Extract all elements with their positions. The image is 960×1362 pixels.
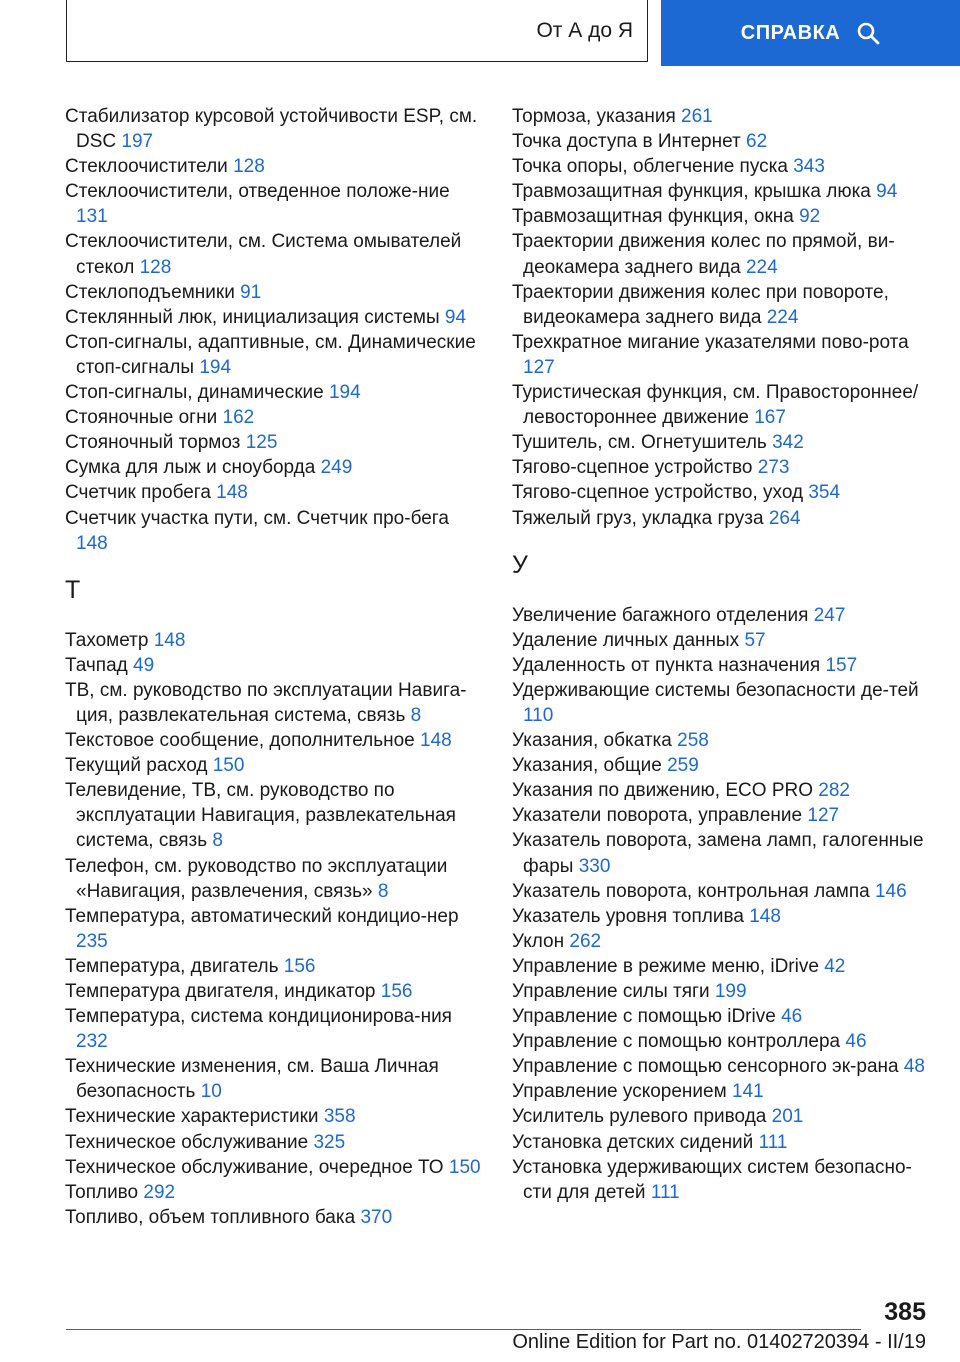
index-entry-page-link[interactable]: 224 [745,256,778,278]
index-entry-page-link[interactable]: 247 [813,604,846,626]
index-entry-text: Текущий расход [65,755,208,777]
index-entry [65,678,485,728]
index-entry-page-link[interactable]: 42 [824,955,846,977]
index-entry-page-link[interactable]: 201 [771,1106,804,1128]
index-entry [65,904,485,954]
index-entry-page-link[interactable]: 354 [808,482,841,504]
index-entry [512,229,932,279]
footer-edition: Online Edition for Part no. 01402720394 - II/19 [512,1331,926,1353]
index-entry-text: Стеклоочистители [65,156,228,178]
index-column-right [512,104,932,1205]
index-column-left [65,104,485,1230]
index-entry [512,380,932,430]
index-entry [512,179,932,204]
index-entry-text: Стояночные огни [65,407,218,429]
index-entry [512,1130,932,1155]
index-entry-page-link[interactable]: 131 [76,206,108,228]
tab-a-to-z[interactable] [66,0,648,62]
index-entry [512,904,932,929]
index-entry-text: Точка доступа в Интернет [512,131,741,153]
index-entry [512,954,932,979]
index-entry-page-link[interactable]: 46 [781,1006,803,1028]
index-entry-text: Стеклоочистители, отведенное положе-ние [65,181,450,203]
index-entry-text: Установка детских сидений [512,1131,754,1153]
index-entry-page-link[interactable]: 127 [807,805,840,827]
index-entry-page-link[interactable]: 148 [749,905,781,927]
index-entry [65,628,485,653]
index-entry-text: Указания, общие [512,755,662,777]
index-entry [512,129,932,154]
index-entry [512,480,932,505]
footer-divider [66,1329,861,1330]
index-entry-page-link[interactable]: 282 [818,780,850,802]
index-entry [65,380,485,405]
index-entry-text: Тяжелый груз, укладка груза [512,507,764,529]
index-entry [512,828,932,878]
index-entry [65,480,485,505]
index-entry-text: Увеличение багажного отделения [512,604,809,626]
index-entry-page-link[interactable]: 128 [139,256,172,278]
index-entry-page-link[interactable]: 249 [320,457,353,479]
index-entry [512,506,932,531]
search-icon [856,21,880,45]
index-entry-text: Технические изменения, см. Ваша Личная безопасность [65,1056,439,1103]
index-entry [65,778,485,853]
index-entry-text: Техническое обслуживание, очередное ТО [65,1156,444,1178]
index-entry-text: Усилитель рулевого привода [512,1106,767,1128]
index-entry [512,104,932,129]
index-entry [512,204,932,229]
index-entry-page-link[interactable]: 49 [133,654,155,676]
index-entry [512,1029,932,1054]
index-entry-page-link[interactable]: 110 [523,704,554,726]
index-entry-page-link[interactable]: 8 [212,830,223,852]
index-entry-page-link[interactable]: 94 [444,306,467,328]
index-entry-page-link[interactable]: 150 [212,755,245,777]
index-entry [65,229,485,279]
index-entry-page-link[interactable]: 342 [772,432,804,454]
index-entry-text: Тахометр [65,629,149,651]
index-entry-text: Температура двигателя, индикатор [65,981,376,1002]
index-entry-text: Топливо, объем топливного бака [65,1206,356,1228]
index-entry-text: Указания, обкатка [512,730,672,752]
index-entry-text: Траектории движения колес при повороте, видеокамера заднего вида [512,281,889,328]
index-entry-page-link[interactable]: 235 [76,930,108,952]
index-entry-page-link[interactable]: 358 [323,1106,356,1128]
index-entry-text: Тачпад [65,654,128,676]
index-entry-text: Точка опоры, облегчение пуска [512,156,788,178]
index-entry-page-link[interactable]: 46 [845,1031,867,1053]
index-entry-page-link[interactable]: 127 [523,356,555,378]
index-entry [65,1054,485,1104]
index-entry-page-link[interactable]: 199 [714,981,747,1002]
index-entry [65,1180,485,1205]
index-entry [512,430,932,455]
index-entry [512,678,932,728]
index-entry [512,628,932,653]
index-entry-text: Тягово-сцепное устройство, уход [512,482,804,504]
index-entry-page-link[interactable]: 224 [766,306,799,328]
index-entry-page-link[interactable]: 148 [420,730,452,752]
index-entry [65,653,485,678]
index-entry-page-link[interactable]: 62 [746,131,768,153]
index-entry [512,979,932,1004]
page-number: 385 [884,1298,926,1326]
index-entry [65,280,485,305]
index-entry [65,506,485,556]
index-entry [65,1130,485,1155]
index-entry-text: Управление с помощью контроллера [512,1031,841,1053]
index-entry-text: Сумка для лыж и сноуборда [65,457,316,479]
index-entry-page-link[interactable]: 370 [360,1206,393,1228]
index-entry-text: Тормоза, указания [512,106,676,127]
index-entry [512,1079,932,1104]
index-entry-text: Установка удерживающих систем безопасно-сти для детей [512,1156,912,1203]
index-entry-text: Указатель поворота, контрольная лампа [512,880,870,902]
index-entry-text: Уклон [512,930,565,952]
index-entry-page-link[interactable]: 92 [799,206,821,228]
index-entry [65,430,485,455]
index-entry [512,154,932,179]
index-entry-text: Трехкратное мигание указателями пово-рота [512,331,909,353]
index-entry-page-link[interactable]: 111 [758,1131,788,1153]
index-entry [65,979,485,1004]
index-entry-page-link[interactable]: 261 [681,106,713,127]
index-entry-page-link[interactable]: 194 [328,382,361,404]
index-entry-text: Управление ускорением [512,1081,727,1103]
tab-help-label: СПРАВКА [740,21,841,44]
index-entry [512,879,932,904]
index-entry-text: Управление с помощью сенсорного эк-рана [512,1056,899,1078]
index-entry-text: Топливо [65,1181,139,1203]
index-entry-text: Техническое обслуживание [65,1131,309,1153]
index-entry-page-link[interactable]: 148 [153,629,186,651]
index-entry [65,305,485,330]
index-entry-page-link[interactable]: 91 [240,281,262,303]
index-entry-page-link[interactable]: 125 [245,432,278,454]
index-entry-text: Стеклянный люк, инициализация системы [65,306,440,328]
index-entry-page-link[interactable]: 57 [744,629,766,651]
index-entry [512,1054,932,1079]
index-entry-text: Удаленность от пункта назначения [512,654,821,676]
index-entry [65,1104,485,1129]
index-entry [65,1205,485,1230]
index-entry-text: Стояночный тормоз [65,432,241,454]
index-entry [512,803,932,828]
index-letter-heading: У [512,550,528,579]
index-entry-text: Счетчик пробега [65,482,211,504]
index-entry-text: Стоп-сигналы, динамические [65,382,324,404]
index-entry-page-link[interactable]: 111 [650,1181,680,1203]
index-entry [512,778,932,803]
index-entry-text: Туристическая функция, см. Правостороннее/ левостороннее движение [512,382,919,429]
index-entry-text: Удаление личных данных [512,629,740,651]
index-entry [512,929,932,954]
index-entry-page-link[interactable]: 162 [222,407,255,429]
index-entry [512,1004,932,1029]
index-entry-text: Стоп-сигналы, адаптивные, см. Динамические стоп-сигналы [65,331,476,378]
index-entry-text: Указатель уровня топлива [512,905,744,927]
index-entry-text: Текстовое сообщение, дополнительное [65,730,415,752]
index-entry-text: Стеклоподъемники [65,281,235,303]
index-entry-text: Счетчик участка пути, см. Счетчик про-бега [65,507,449,529]
index-entry-page-link[interactable]: 157 [825,654,858,676]
index-entry [65,330,485,380]
index-entry-page-link[interactable]: 343 [793,156,825,178]
index-entry [512,280,932,330]
index-entry-page-link[interactable]: 264 [768,507,801,529]
index-entry-page-link[interactable]: 156 [380,981,413,1002]
index-entry-text: ТВ, см. руководство по эксплуатации Навига-ция, развлекательная система, связь [65,679,467,726]
index-entry-text: Травмозащитная функция, окна [512,206,794,228]
index-entry-text: Температура, автоматический кондицио-нер [65,905,459,927]
index-entry [65,1155,485,1180]
index-entry-page-link[interactable]: 197 [121,131,154,153]
index-entry-text: Удерживающие системы безопасности де-тей [512,679,919,701]
index-entry-text: Указатель поворота, замена ламп, галогенные фары [512,830,924,877]
index-entry-text: Стеклоочистители, см. Система омывателей стекол [65,231,462,278]
index-entry-page-link[interactable]: 156 [283,955,316,977]
index-entry-page-link[interactable]: 148 [76,532,108,554]
index-entry-text: Управление в режиме меню, iDrive [512,955,819,977]
index-entry-text: Указатели поворота, управление [512,805,803,827]
index-entry-text: Указания по движению, ECO PRO [512,780,813,802]
index-letter-heading: Т [65,575,81,604]
index-entry-text: Телефон, см. руководство по эксплуатации «Навигация, развлечения, связь» [65,855,448,902]
index-entry-text: Стабилизатор курсовой устойчивости ESP, см. DSC [65,106,478,153]
index-entry [65,753,485,778]
index-entry [512,603,932,628]
index-entry-page-link[interactable]: 94 [876,181,898,203]
index-entry-text: Тушитель, см. Огнетушитель [512,432,767,454]
index-entry-page-link[interactable]: 330 [578,855,611,877]
index-entry-page-link[interactable]: 292 [143,1181,176,1203]
index-entry [512,455,932,480]
index-entry-page-link[interactable]: 150 [448,1156,481,1178]
index-entry-page-link[interactable]: 141 [731,1081,764,1103]
index-entry-page-link[interactable]: 128 [233,156,265,178]
index-entry-page-link[interactable]: 148 [216,482,248,504]
index-entry-text: Температура, система кондиционирова-ния [65,1006,452,1028]
index-entry-page-link[interactable]: 262 [569,930,602,952]
index-entry-text: Управление силы тяги [512,981,710,1002]
index-entry-page-link[interactable]: 8 [377,880,389,902]
index-entry [65,455,485,480]
index-entry-text: Технические характеристики [65,1106,319,1128]
index-entry-text: Температура, двигатель [65,955,279,977]
index-entry [512,728,932,753]
index-entry [65,954,485,979]
index-entry [512,653,932,678]
index-entry-page-link[interactable]: 146 [874,880,907,902]
index-entry [65,179,485,229]
index-entry [512,753,932,778]
index-entry-page-link[interactable]: 258 [677,730,709,752]
index-entry-page-link[interactable]: 232 [76,1031,108,1053]
index-entry [65,405,485,430]
index-entry-page-link[interactable]: 48 [903,1056,925,1078]
index-entry [512,330,932,380]
tab-a-to-z-label: От А до Я [536,18,633,42]
index-entry-text: Управление с помощью iDrive [512,1006,776,1028]
index-entry [512,1104,932,1129]
index-entry-text: Тягово-сцепное устройство [512,457,753,479]
index-entry [512,1155,932,1205]
index-entry-text: Траектории движения колес по прямой, ви-деокамера заднего вида [512,231,895,278]
index-entry [65,104,485,154]
index-entry-page-link[interactable]: 194 [199,356,232,378]
index-entry [65,728,485,753]
index-entry [65,1004,485,1054]
index-entry-page-link[interactable]: 325 [313,1131,346,1153]
index-entry [65,154,485,179]
index-entry-text: Телевидение, ТВ, см. руководство по эксплуатации Навигация, развлекательная система, связь [65,780,456,852]
tab-help[interactable] [661,0,960,66]
index-entry-page-link[interactable]: 10 [200,1081,222,1103]
index-entry-page-link[interactable]: 167 [754,407,786,429]
index-entry-page-link[interactable]: 8 [410,704,422,726]
index-entry-text: Травмозащитная функция, крышка люка [512,181,871,203]
index-entry-page-link[interactable]: 259 [667,755,699,777]
index-entry [65,854,485,904]
index-entry-page-link[interactable]: 273 [757,457,790,479]
